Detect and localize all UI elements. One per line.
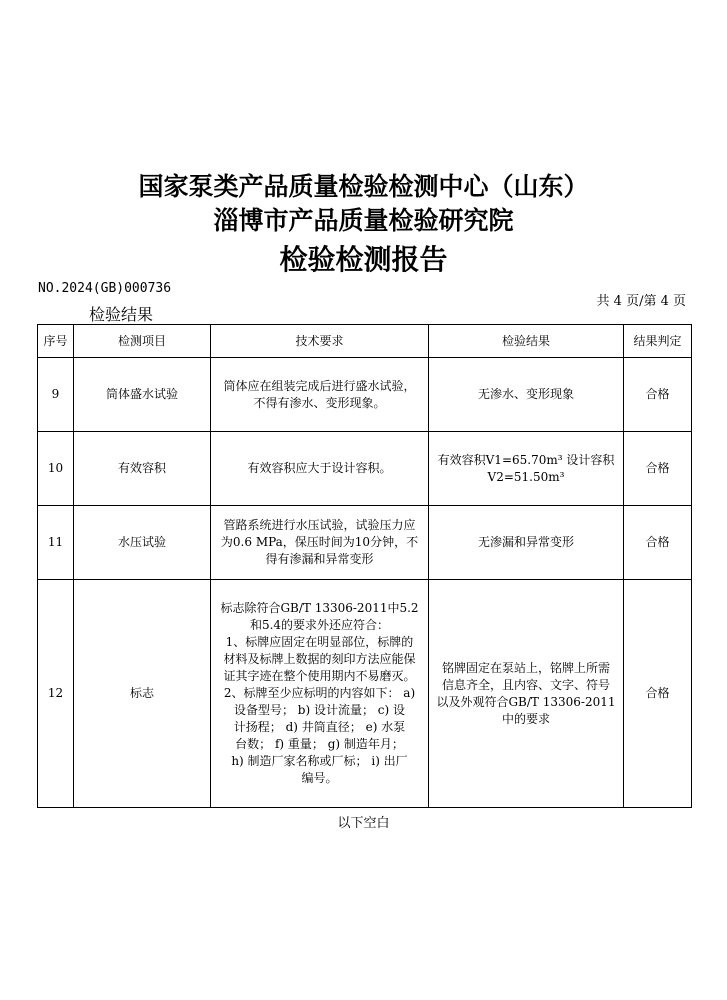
header-seq: 序号 (38, 325, 74, 358)
row-judgment: 合格 (624, 506, 692, 580)
institute-subtitle: 淄博市产品质量检验研究院 (213, 206, 514, 235)
row-seq: 11 (38, 506, 74, 580)
report-title: 检验检测报告 (279, 243, 448, 276)
row-judgment: 合格 (624, 432, 692, 506)
row-seq: 9 (38, 358, 74, 432)
results-table (37, 324, 692, 808)
page-info: 共 4 页/第 4 页 (596, 294, 686, 309)
report-number: NO.2024(GB)000736 (38, 281, 172, 296)
row-result: 铭牌固定在泵站上，铭牌上所需 信息齐全，且内容、文字、符号 以及外观符合GB/T 13306-2011 中的要求 (429, 580, 624, 808)
row-result: 无渗漏和异常变形 (429, 506, 624, 580)
row-requirement: 管路系统进行水压试验，试验压力应 为0.6 MPa，保压时间为10分钟，不 得有渗漏和异常变形 (211, 506, 429, 580)
table-row (38, 506, 692, 580)
header-judgment: 结果判定 (624, 325, 692, 358)
row-item: 水压试验 (74, 506, 211, 580)
table-row (38, 358, 692, 432)
header-result: 检验结果 (429, 325, 624, 358)
row-item: 有效容积 (74, 432, 211, 506)
row-seq: 10 (38, 432, 74, 506)
header-item: 检测项目 (74, 325, 211, 358)
row-requirement: 有效容积应大于设计容积。 (211, 432, 429, 506)
table-row (38, 432, 692, 506)
report-header (0, 170, 727, 280)
row-result: 无渗水、变形现象 (429, 358, 624, 432)
header-requirement: 技术要求 (211, 325, 429, 358)
row-judgment: 合格 (624, 358, 692, 432)
row-judgment: 合格 (624, 580, 692, 808)
row-seq: 12 (38, 580, 74, 808)
row-requirement: 标志除符合GB/T 13306-2011中5.2 和5.4的要求外还应符合： 1、标牌应固定在明显部位，标牌的 材料及标牌上数据的刻印方法应能保 证其字迹在整个使用期内不易磨灭。 2、标牌至少应标明的内容如下： a) 设备型号； b) 设计流量； c) 设 计扬程； d) 井筒直径； e) 水泵 台数； f) 重量； g) 制造年月； h) 制造厂家名称或厂标； i) 出厂 编号。 (211, 580, 429, 808)
row-item: 标志 (74, 580, 211, 808)
blank-note: 以下空白 (337, 816, 390, 831)
table-row (38, 580, 692, 808)
table-header-row (38, 325, 692, 358)
row-result: 有效容积V1=65.70m³ 设计容积 V2=51.50m³ (429, 432, 624, 506)
row-requirement: 筒体应在组装完成后进行盛水试验， 不得有渗水、变形现象。 (211, 358, 429, 432)
section-label: 检验结果 (89, 305, 154, 324)
institution-title: 国家泵类产品质量检验检测中心（山东） (138, 172, 589, 201)
row-item: 筒体盛水试验 (74, 358, 211, 432)
